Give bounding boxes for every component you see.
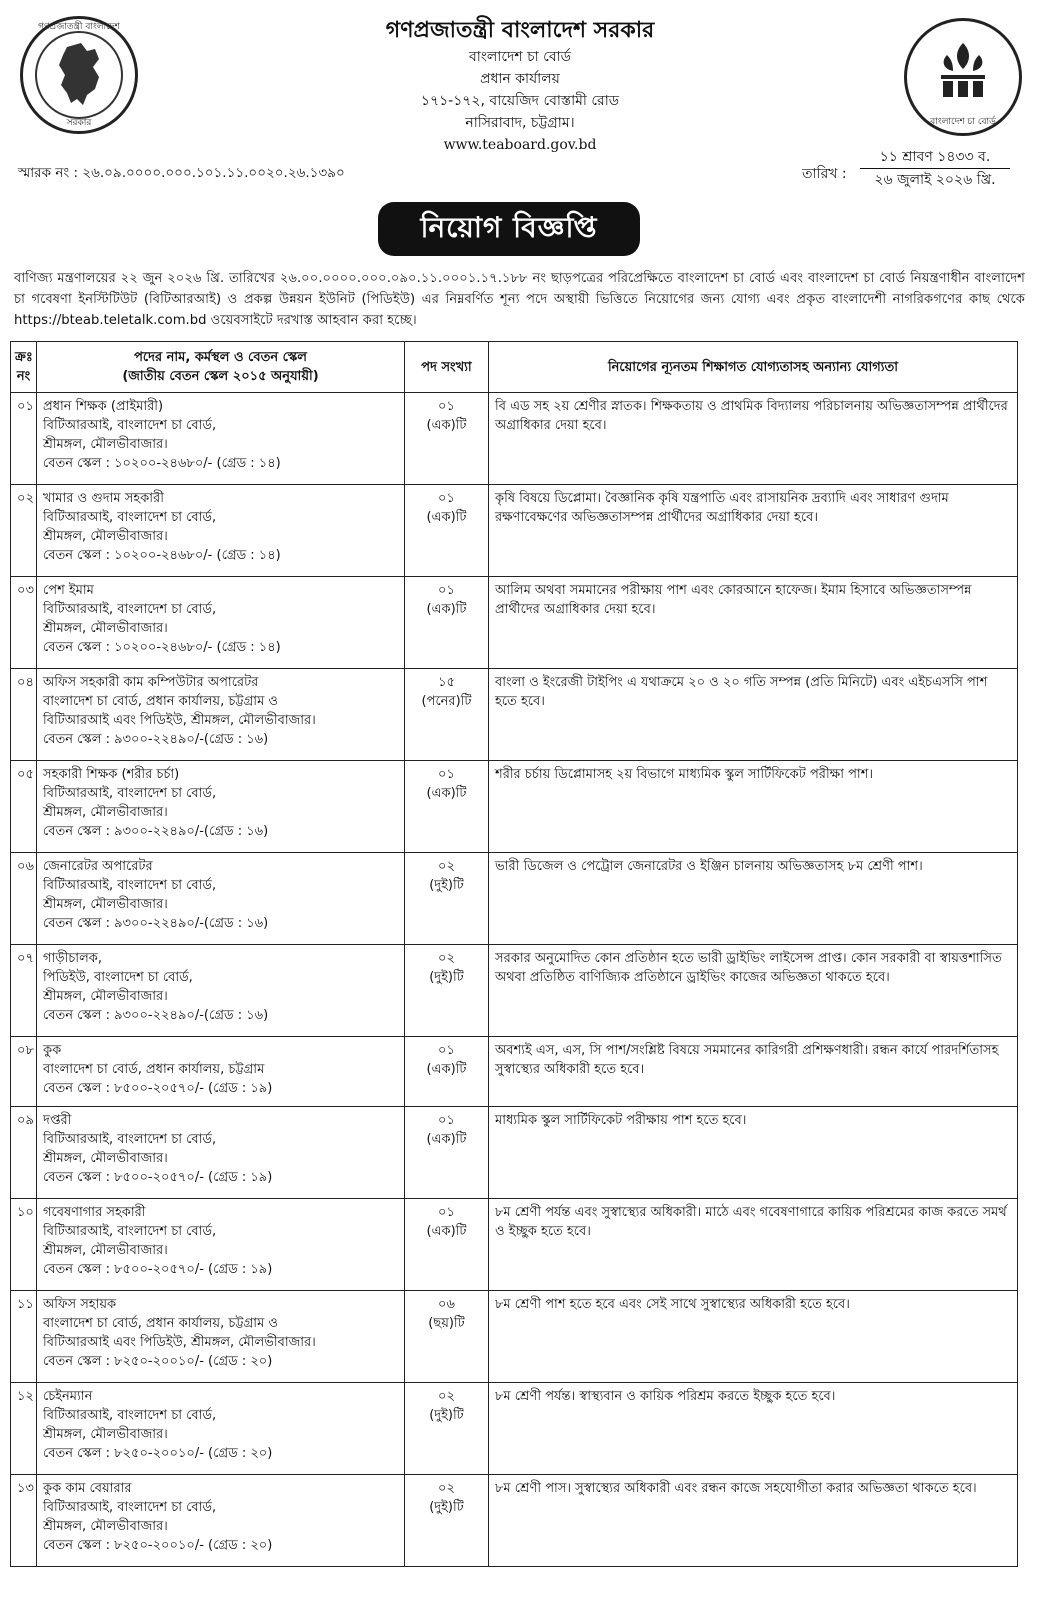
- count-words: (এক)টি: [426, 786, 467, 801]
- workplace-line: শ্রীমঙ্গল, মৌলভীবাজার।: [43, 897, 168, 912]
- table-row: [11, 485, 1018, 577]
- row-post-details: [37, 1037, 405, 1107]
- pay-scale: বেতন স্কেল : ৮৫০০-২০৫৭০/- (গ্রেড : ১৯): [43, 1170, 273, 1185]
- row-post-count: [405, 1199, 489, 1291]
- workplace-line: শ্রীমঙ্গল, মৌলভীবাজার।: [43, 1519, 168, 1534]
- row-post-count: [405, 669, 489, 761]
- row-serial: ০৫: [11, 761, 37, 853]
- workplace-line: শ্রীমঙ্গল, মৌলভীবাজার।: [43, 805, 168, 820]
- count-words: (দুই)টি: [429, 1500, 464, 1515]
- pay-scale: বেতন স্কেল : ১০২০০-২৪৬৮০/- (গ্রেড : ১৪): [43, 640, 281, 655]
- row-serial: ০৭: [11, 945, 37, 1037]
- pay-scale: বেতন স্কেল : ৯৩০০-২২৪৯০/-(গ্রেড : ১৬): [43, 916, 269, 931]
- row-qualification: বি এড সহ ২য় শ্রেণীর স্নাতক। শিক্ষকতায় ও প্রাথমিক বিদ্যালয় পরিচালনায় অভিজ্ঞতাসম্পন্ন প্রার্থীদের অগ্রাধিকার দেয়া হবে।: [489, 393, 1018, 485]
- row-post-details: [37, 1475, 405, 1567]
- count-number: ০১: [438, 1113, 455, 1128]
- row-post-count: [405, 1383, 489, 1475]
- row-qualification: সরকার অনুমোদিত কোন প্রতিষ্ঠান হতে ভারী ড্রাইভিং লাইসেন্স প্রাপ্ত। কোন সরকারী বা স্বায়ত্তশাসিত অথবা প্রতিষ্ঠিত বাণিজ্যিক প্রতিষ্ঠানে ড্রাইভিং কাজের অভিজ্ঞতা থাকতে হবে।: [489, 945, 1018, 1037]
- count-words: (পনের)টি: [421, 694, 472, 709]
- row-post-count: [405, 853, 489, 945]
- seal-inner-ring: [35, 31, 123, 119]
- row-qualification: ৮ম শ্রেণী পর্যন্ত এবং সুস্বাস্থ্যের অধিকারী। মাঠে এবং গবেষণাগারে কায়িক পরিশ্রমের কাজ করতে সমর্থ ও ইচ্ছুক হতে হবে।: [489, 1199, 1018, 1291]
- post-title: প্রধান শিক্ষক (প্রাইমারী): [43, 399, 164, 414]
- office-name: প্রধান কার্যালয়: [480, 71, 560, 87]
- post-title: দপ্তরী: [43, 1113, 72, 1128]
- table-row: [11, 853, 1018, 945]
- date-label: তারিখ :: [802, 166, 847, 182]
- count-words: (দুই)টি: [429, 1408, 464, 1423]
- count-words: (এক)টি: [426, 1062, 467, 1077]
- count-words: (দুই)টি: [429, 970, 464, 985]
- pay-scale: বেতন স্কেল : ৯৩০০-২২৪৯০/-(গ্রেড : ১৬): [43, 1008, 269, 1023]
- website-link[interactable]: www.teaboard.gov.bd: [443, 137, 597, 153]
- row-serial: ১৩: [11, 1475, 37, 1567]
- count-number: ১৫: [438, 675, 455, 690]
- header-post: [37, 342, 405, 393]
- row-post-count: [405, 1475, 489, 1567]
- workplace-line: বাংলাদেশ চা বোর্ড, প্রধান কার্যালয়, চট্টগ্রাম ও: [43, 694, 278, 709]
- bangladesh-map-icon: [37, 33, 121, 117]
- pay-scale: বেতন স্কেল : ৮৫০০-২০৫৭০/- (গ্রেড : ১৯): [43, 1081, 273, 1096]
- row-qualification: শরীর চর্চায় ডিপ্লোমাসহ ২য় বিভাগে মাধ্যমিক স্কুল সার্টিফিকেট পরীক্ষা পাশ।: [489, 761, 1018, 853]
- table-row: [11, 1475, 1018, 1567]
- row-qualification: আলিম অথবা সমমানের পরীক্ষায় পাশ এবং কোরআনে হাফেজ। ইমাম হিসাবে অভিজ্ঞতাসম্পন্ন প্রার্থীদের অগ্রাধিকার দেয়া হবে।: [489, 577, 1018, 669]
- workplace-line: শ্রীমঙ্গল, মৌলভীবাজার।: [43, 621, 168, 636]
- workplace-line: বিটিআরআই এবং পিডিইউ, শ্রীমঙ্গল, মৌলভীবাজার।: [43, 1335, 316, 1350]
- count-number: ০১: [438, 399, 455, 414]
- letterhead: [200, 16, 840, 156]
- row-qualification: কৃষি বিষয়ে ডিপ্লোমা। বৈজ্ঞানিক কৃষি যন্ত্রপাতি এবং রাসায়নিক দ্রব্যাদি এবং সাধারণ গুদাম রক্ষণাবেক্ষণের অভিজ্ঞতাসম্পন্ন প্রার্থীদের অগ্রাধিকার দেয়া হবে।: [489, 485, 1018, 577]
- header-post-line-2: (জাতীয় বেতন স্কেল ২০১৫ অনুযায়ী): [122, 369, 319, 384]
- post-title: কুক কাম বেয়ারার: [43, 1481, 132, 1496]
- header-serial: ক্রঃ নং: [11, 342, 37, 393]
- row-qualification: ৮ম শ্রেণী পাস। সুস্বাস্থ্যের অধিকারী এবং রন্ধন কাজে সহযোগীতা করার অভিজ্ঞতা থাকতে হবে।: [489, 1475, 1018, 1567]
- tea-board-logo: [904, 18, 1022, 136]
- row-post-details: [37, 393, 405, 485]
- memo-number: স্মারক নং : ২৬.০৯.০০০০.০০০.১০১.১১.০০২০.২৬.১৩৯০: [18, 165, 345, 181]
- workplace-line: বাংলাদেশ চা বোর্ড, প্রধান কার্যালয়, চট্টগ্রাম: [43, 1062, 265, 1077]
- notice-title-banner: নিয়োগ বিজ্ঞপ্তি: [378, 202, 640, 256]
- count-number: ০৬: [438, 1297, 455, 1312]
- table-row: [11, 1037, 1018, 1107]
- row-qualification: বাংলা ও ইংরেজী টাইপিং এ যথাক্রমে ২০ ও ২০ গতি সম্পন্ন (প্রতি মিনিটে) এবং এইচএসসি পাশ হতে হবে।: [489, 669, 1018, 761]
- post-title: জেনারেটর অপারেটর: [43, 859, 153, 874]
- table-row: [11, 1199, 1018, 1291]
- row-post-details: [37, 853, 405, 945]
- row-qualification: অবশ্যই এস, এস, সি পাশ/সংশ্লিষ্ট বিষয়ে সমমানের কারিগরী প্রশিক্ষণধারী। রন্ধন কার্যে পারদর্শিতাসহ সুস্বাস্থ্যের অধিকারী হতে হবে।: [489, 1037, 1018, 1107]
- workplace-line: বিটিআরআই, বাংলাদেশ চা বোর্ড,: [43, 510, 217, 525]
- post-title: খামার ও গুদাম সহকারী: [43, 491, 164, 506]
- count-number: ০২: [438, 951, 455, 966]
- workplace-line: বিটিআরআই, বাংলাদেশ চা বোর্ড,: [43, 418, 217, 433]
- post-title: গাড়ীচালক,: [43, 951, 102, 966]
- pay-scale: বেতন স্কেল : ৮২৫০-২০০১০/- (গ্রেড : ২০): [43, 1538, 273, 1553]
- intro-paragraph: বাণিজ্য মন্ত্রণালয়ের ২২ জুন ২০২৬ খ্রি. তারিখের ২৬.০০.০০০০.০০০.০৯০.১১.০০০১.১৭.১৮৮ নং ছাড়পত্রের পরিপ্রেক্ষিতে বাংলাদেশ চা বোর্ড এবং বাংলাদেশ চা বোর্ড নিয়ন্ত্রণাধীন বাংলাদেশ চা গবেষণা ইনস্টিটিউট (বিটিআরআই) ও প্রকল্প উন্নয়ন ইউনিট (পিডিইউ) এর নিম্নবর্ণিত শূন্য পদে অস্থায়ী ভিত্তিতে নিয়োগের জন্য যোগ্য এবং প্রকৃত বাংলাদেশী নাগরিকগণের কাছ থেকে https://bteab.teletalk.com.bd ওয়েবসাইটে দরখাস্ত আহবান করা হচ্ছে।: [14, 271, 1025, 328]
- row-post-details: [37, 1383, 405, 1475]
- table-row: [11, 761, 1018, 853]
- count-words: (দুই)টি: [429, 878, 464, 893]
- row-post-count: [405, 1291, 489, 1383]
- date-box: [860, 146, 1010, 191]
- workplace-line: বিটিআরআই, বাংলাদেশ চা বোর্ড,: [43, 602, 217, 617]
- count-words: (এক)টি: [426, 418, 467, 433]
- row-post-details: [37, 1291, 405, 1383]
- row-post-details: [37, 945, 405, 1037]
- row-serial: ০৩: [11, 577, 37, 669]
- count-number: ০১: [438, 583, 455, 598]
- government-seal-logo: [20, 16, 138, 134]
- pay-scale: বেতন স্কেল : ৯৩০০-২২৪৯০/-(গ্রেড : ১৬): [43, 732, 269, 747]
- post-title: অফিস সহকারী কাম কম্পিউটার অপারেটর: [43, 675, 259, 690]
- organization-name: বাংলাদেশ চা বোর্ড: [469, 49, 571, 65]
- workplace-line: বিটিআরআই, বাংলাদেশ চা বোর্ড,: [43, 878, 217, 893]
- workplace-line: বাংলাদেশ চা বোর্ড, প্রধান কার্যালয়, চট্টগ্রাম ও: [43, 1316, 278, 1331]
- row-qualification: ভারী ডিজেল ও পেট্রোল জেনারেটর ও ইঞ্জিন চালনায় অভিজ্ঞতাসহ ৮ম শ্রেণী পাশ।: [489, 853, 1018, 945]
- workplace-line: শ্রীমঙ্গল, মৌলভীবাজার।: [43, 1243, 168, 1258]
- workplace-line: বিটিআরআই এবং পিডিইউ, শ্রীমঙ্গল, মৌলভীবাজার।: [43, 713, 316, 728]
- pay-scale: বেতন স্কেল : ৯৩০০-২২৪৯০/-(গ্রেড : ১৬): [43, 824, 269, 839]
- workplace-line: বিটিআরআই, বাংলাদেশ চা বোর্ড,: [43, 786, 217, 801]
- row-serial: ০৪: [11, 669, 37, 761]
- address-line-2: নাসিরাবাদ, চট্টগ্রাম।: [465, 115, 575, 131]
- header-qualification: নিয়োগের ন্যূনতম শিক্ষাগত যোগ্যতাসহ অন্যান্য যোগ্যতা: [489, 342, 1018, 393]
- count-number: ০১: [438, 767, 455, 782]
- government-title: গণপ্রজাতন্ত্রী বাংলাদেশ সরকার: [385, 18, 655, 43]
- post-title: কুক: [43, 1043, 62, 1058]
- job-vacancy-table: [10, 341, 1018, 1567]
- row-post-count: [405, 1107, 489, 1199]
- table-row: [11, 1107, 1018, 1199]
- pay-scale: বেতন স্কেল : ৮২৫০-২০০১০/- (গ্রেড : ২০): [43, 1354, 273, 1369]
- row-post-details: [37, 577, 405, 669]
- workplace-line: বিটিআরআই, বাংলাদেশ চা বোর্ড,: [43, 1500, 217, 1515]
- count-number: ০১: [438, 491, 455, 506]
- post-title: চেইনম্যান: [43, 1389, 93, 1404]
- table-row: [11, 1291, 1018, 1383]
- count-number: ০২: [438, 1481, 455, 1496]
- row-post-count: [405, 761, 489, 853]
- count-words: (এক)টি: [426, 602, 467, 617]
- row-serial: ১০: [11, 1199, 37, 1291]
- table-row: [11, 669, 1018, 761]
- table-row: [11, 393, 1018, 485]
- table-row: [11, 577, 1018, 669]
- row-serial: ১১: [11, 1291, 37, 1383]
- post-title: গবেষণাগার সহকারী: [43, 1205, 146, 1220]
- workplace-line: বিটিআরআই, বাংলাদেশ চা বোর্ড,: [43, 1132, 217, 1147]
- pay-scale: বেতন স্কেল : ৮৫০০-২০৫৭০/- (গ্রেড : ১৯): [43, 1262, 273, 1277]
- workplace-line: শ্রীমঙ্গল, মৌলভীবাজার।: [43, 989, 168, 1004]
- logo-bottom-text: বাংলাদেশ চা বোর্ড: [930, 117, 996, 127]
- row-post-count: [405, 485, 489, 577]
- table-header-row: [11, 342, 1018, 393]
- workplace-line: বিটিআরআই, বাংলাদেশ চা বোর্ড,: [43, 1408, 217, 1423]
- workplace-line: বিটিআরআই, বাংলাদেশ চা বোর্ড,: [43, 1224, 217, 1239]
- header-post-line-1: পদের নাম, কর্মস্থল ও বেতন স্কেল: [134, 350, 307, 365]
- count-words: (এক)টি: [426, 1224, 467, 1239]
- row-serial: ০৯: [11, 1107, 37, 1199]
- post-title: পেশ ইমাম: [43, 583, 94, 598]
- row-post-count: [405, 577, 489, 669]
- row-post-count: [405, 1037, 489, 1107]
- row-post-count: [405, 393, 489, 485]
- row-qualification: মাধ্যমিক স্কুল সার্টিফিকেট পরীক্ষায় পাশ হতে হবে।: [489, 1107, 1018, 1199]
- post-title: অফিস সহায়ক: [43, 1297, 117, 1312]
- table-row: [11, 945, 1018, 1037]
- pay-scale: বেতন স্কেল : ১০২০০-২৪৬৮০/- (গ্রেড : ১৪): [43, 548, 281, 563]
- count-words: (এক)টি: [426, 1132, 467, 1147]
- post-title: সহকারী শিক্ষক (শরীর চর্চা): [43, 767, 180, 782]
- count-number: ০১: [438, 1043, 455, 1058]
- workplace-line: পিডিইউ, বাংলাদেশ চা বোর্ড,: [43, 970, 193, 985]
- count-number: ০১: [438, 1205, 455, 1220]
- date-english: ২৬ জুলাই ২০২৬ খ্রি.: [874, 172, 996, 188]
- address-line-1: ১৭১-১৭২, বায়েজিদ বোস্তামী রোড: [420, 93, 620, 109]
- row-post-details: [37, 1107, 405, 1199]
- pay-scale: বেতন স্কেল : ১০২০০-২৪৬৮০/- (গ্রেড : ১৪): [43, 456, 281, 471]
- row-post-details: [37, 761, 405, 853]
- count-words: (ছয়)টি: [428, 1316, 465, 1331]
- row-post-count: [405, 945, 489, 1037]
- workplace-line: শ্রীমঙ্গল, মৌলভীবাজার।: [43, 437, 168, 452]
- workplace-line: শ্রীমঙ্গল, মৌলভীবাজার।: [43, 1427, 168, 1442]
- date-bangla: ১১ শ্রাবণ ১৪৩৩ ব.: [860, 146, 1010, 169]
- row-qualification: ৮ম শ্রেণী পর্যন্ত। স্বাস্থ্যবান ও কায়িক পরিশ্রম করতে ইচ্ছুক হতে হবে।: [489, 1383, 1018, 1475]
- workplace-line: শ্রীমঙ্গল, মৌলভীবাজার।: [43, 529, 168, 544]
- row-serial: ০১: [11, 393, 37, 485]
- table-body: [11, 393, 1018, 1567]
- row-serial: ১২: [11, 1383, 37, 1475]
- table-row: [11, 1383, 1018, 1475]
- row-serial: ০২: [11, 485, 37, 577]
- count-number: ০২: [438, 859, 455, 874]
- workplace-line: শ্রীমঙ্গল, মৌলভীবাজার।: [43, 1151, 168, 1166]
- count-number: ০২: [438, 1389, 455, 1404]
- pay-scale: বেতন স্কেল : ৮২৫০-২০০১০/- (গ্রেড : ২০): [43, 1446, 273, 1461]
- header-count: পদ সংখ্যা: [405, 342, 489, 393]
- row-post-details: [37, 485, 405, 577]
- seal-bottom-text: সরকার: [66, 118, 92, 128]
- row-post-details: [37, 1199, 405, 1291]
- row-post-details: [37, 669, 405, 761]
- row-qualification: ৮ম শ্রেণী পাশ হতে হবে এবং সেই সাথে সুস্বাস্থ্যের অধিকারী হতে হবে।: [489, 1291, 1018, 1383]
- row-serial: ০৮: [11, 1037, 37, 1107]
- seal-top-text: গণপ্রজাতন্ত্রী বাংলাদেশ: [38, 22, 120, 32]
- count-words: (এক)টি: [426, 510, 467, 525]
- row-serial: ০৬: [11, 853, 37, 945]
